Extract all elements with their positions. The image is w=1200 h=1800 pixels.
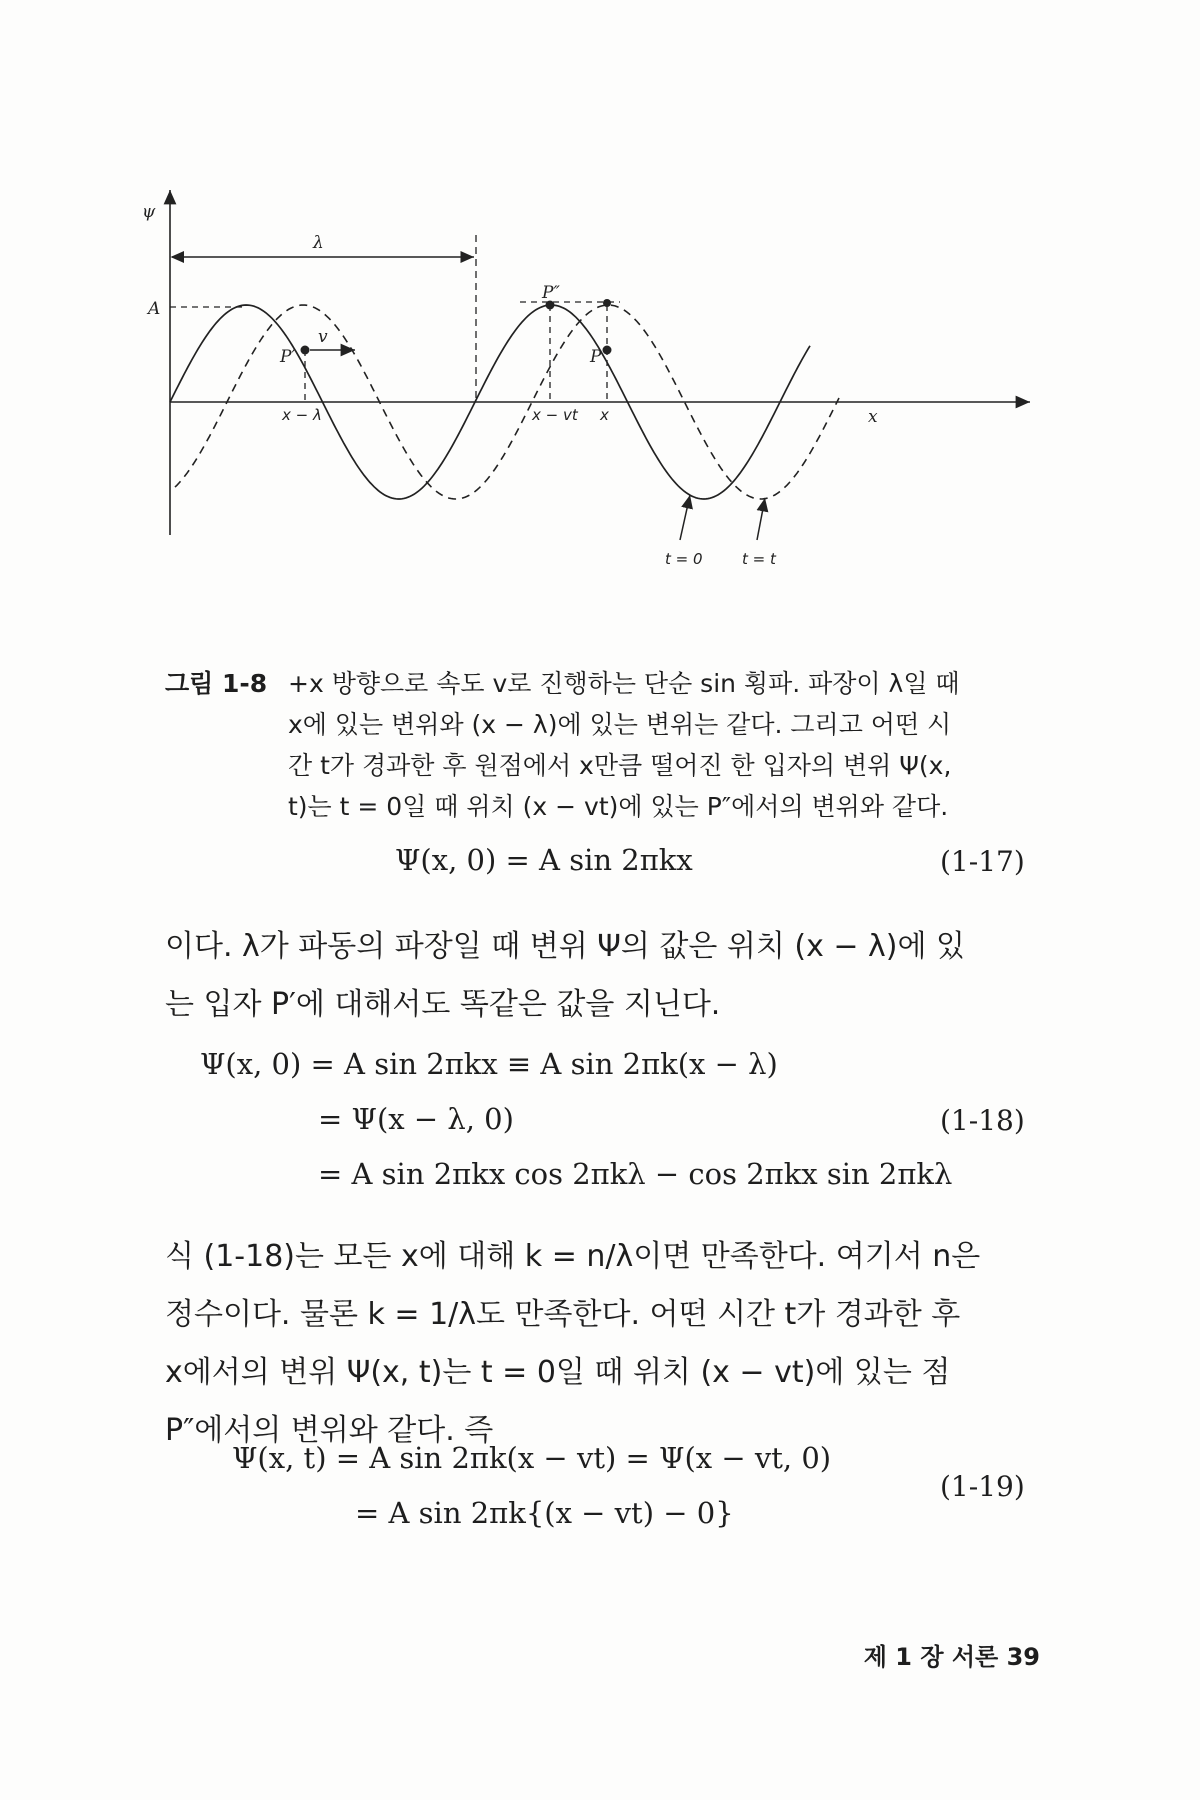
equation-1-19-line1: Ψ(x, t) = A sin 2πk(x − vt) = Ψ(x − vt, 0) xyxy=(232,1441,832,1475)
tt-pointer xyxy=(757,498,765,540)
equation-1-18-line1: Ψ(x, 0) = A sin 2πkx ≡ A sin 2πk(x − λ) xyxy=(200,1047,778,1081)
x-mark-label: x xyxy=(600,406,609,424)
psi-axis-label: ψ xyxy=(142,202,156,222)
equation-number-1-19: (1-19) xyxy=(940,1470,1025,1503)
p-label: P xyxy=(590,347,602,367)
wave-diagram xyxy=(142,180,1050,650)
paragraph-line: x에서의 변위 Ψ(x, t)는 t = 0일 때 위치 (x − vt)에 있는 점 xyxy=(165,1355,951,1390)
equation-number-1-18: (1-18) xyxy=(940,1104,1025,1137)
paragraph-line: 이다. λ가 파동의 파장일 때 변위 Ψ의 값은 위치 (x − λ)에 있 xyxy=(165,929,966,964)
equation-1-17: Ψ(x, 0) = A sin 2πkx xyxy=(395,843,693,877)
paragraph-line: 정수이다. 물론 k = 1/λ도 만족한다. 어떤 시간 t가 경과한 후 xyxy=(165,1297,961,1332)
t0-pointer xyxy=(680,495,690,540)
caption-line: x에 있는 변위와 (x − λ)에 있는 변위는 같다. 그리고 어떤 시 xyxy=(288,710,952,739)
equation-1-18-line2: = Ψ(x − λ, 0) xyxy=(318,1102,514,1136)
caption-line: t)는 t = 0일 때 위치 (x − vt)에 있는 P″에서의 변위와 같다. xyxy=(288,792,949,821)
paragraph-2 xyxy=(165,1228,1045,1460)
point-peak-right xyxy=(603,299,611,307)
point-p-prime xyxy=(301,346,310,355)
x-minus-vt-label: x − vt xyxy=(532,406,578,424)
tt-label: t = t xyxy=(742,550,776,568)
equation-number-1-17: (1-17) xyxy=(940,845,1025,878)
x-minus-lambda-label: x − λ xyxy=(282,406,322,424)
p-prime-label: P′ xyxy=(280,347,296,367)
figure-caption xyxy=(165,663,1045,827)
t0-label: t = 0 xyxy=(665,550,703,568)
equation-1-19-line2: = A sin 2πk{(x − vt) − 0} xyxy=(355,1496,734,1530)
caption-line: 간 t가 경과한 후 원점에서 x만큼 떨어진 한 입자의 변위 Ψ(x, xyxy=(288,751,952,780)
equation-1-18-line3: = A sin 2πkx cos 2πkλ − cos 2πkx sin 2πkλ xyxy=(318,1157,953,1191)
figure-number: 그림 1-8 xyxy=(165,669,268,698)
velocity-label: v xyxy=(318,327,328,347)
paragraph-line: 식 (1-18)는 모든 x에 대해 k = n/λ이면 만족한다. 여기서 n은 xyxy=(165,1239,981,1274)
x-axis-label: x xyxy=(868,407,878,427)
point-p xyxy=(603,346,612,355)
paragraph-1 xyxy=(165,918,1045,1034)
wavelength-label: λ xyxy=(313,233,324,253)
paragraph-line: P″에서의 변위와 같다. 즉 xyxy=(165,1413,494,1448)
p-double-prime-label: P″ xyxy=(542,283,560,303)
amplitude-label: A xyxy=(148,299,161,319)
wave-figure xyxy=(142,180,1050,650)
paragraph-line: 는 입자 P′에 대해서도 똑같은 값을 지닌다. xyxy=(165,987,721,1022)
caption-line: +x 방향으로 속도 v로 진행하는 단순 sin 횡파. 파장이 λ일 때 xyxy=(288,669,960,698)
page-footer: 제 1 장 서론 39 xyxy=(863,1643,1040,1671)
